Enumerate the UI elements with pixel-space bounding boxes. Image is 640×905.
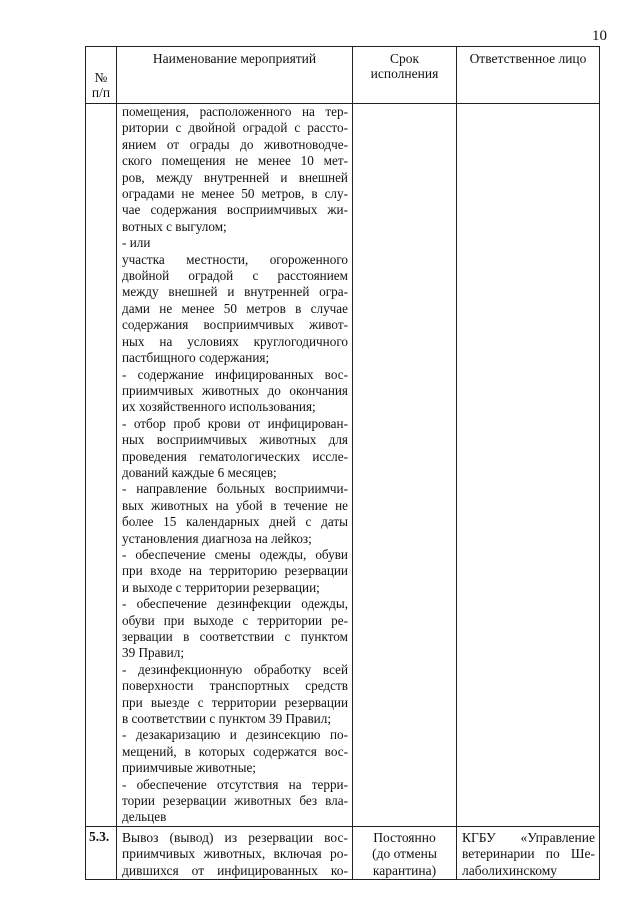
continuation-line: при выезде с территории резервации [122,694,348,710]
row-measure-line: Вывоз (вывод) из резервации вос- [122,829,348,845]
continuation-line: содержания восприимчивых живот- [122,317,348,333]
cell-number-empty [86,104,117,827]
header-deadline [353,47,457,104]
continuation-line: мещений, в которых содержатся вос- [122,743,348,759]
header-deadline-line2: исполнения [370,66,439,81]
continuation-line: дами не менее 50 метров в случае [122,300,348,316]
continuation-line: их хозяйственного использования; [122,399,316,415]
continuation-line: и выходе с территории резервации; [122,579,320,595]
continuation-line: между внешней и внутренней огра- [122,284,348,300]
cell-row-number: 5.3. [86,826,117,879]
cell-row-responsible [457,826,600,879]
continuation-line: - или [122,235,151,251]
page-number: 10 [592,28,607,44]
continuation-text-block [122,104,348,826]
continuation-line: - обеспечение смены одежды, обуви [122,546,348,562]
continuation-line: проведения гематологических иссле- [122,448,348,464]
cell-row-measure [117,826,353,879]
continuation-line: янием от ограды до животноводче- [122,136,348,152]
cell-row-deadline [353,826,457,879]
continuation-line: тории резервации животных без вла- [122,793,348,809]
continuation-line: - отбор проб крови от инфицирован- [122,415,348,431]
continuation-line: 39 Правил; [122,645,184,661]
continuation-line: помещения, расположенного на тер- [122,104,348,119]
continuation-line: ского помещения не менее 10 мет- [122,153,348,169]
continuation-line: дований каждые 6 месяцев; [122,464,277,480]
cell-term-empty [353,104,457,827]
continuation-line: при входе на территорию резервации [122,563,348,579]
header-number [86,47,117,104]
continuation-line: пастбищного содержания; [122,350,270,366]
continuation-line: поверхности транспортных средств [122,678,348,694]
row-responsible-line: ветеринарии по Ше- [462,846,595,862]
header-number-abbr: п/п [91,85,111,100]
continuation-line: приимчивых животных до окончания [122,382,348,398]
continuation-line: дельцев [122,809,167,825]
row-responsible-line: лаболихинскому [462,862,557,878]
continuation-line: - направление больных восприимчи- [122,481,348,497]
continuation-line: установления диагноза на лейкоз; [122,530,312,546]
row-responsible-line: КГБУ «Управление [462,829,595,845]
continuation-line: приимчивые животные; [122,760,256,776]
header-measure-name: Наименование мероприятий [117,47,353,104]
table-row-5-3 [86,826,600,879]
continuation-line: более 15 календарных дней с даты [122,514,348,530]
cell-continuation-text [117,104,353,827]
continuation-line: ных восприимчивых животных для [122,432,348,448]
continuation-line: - дезинфекционную обработку всей [122,661,348,677]
measures-table [85,46,600,880]
header-responsible: Ответственное лицо [457,47,600,104]
continuation-line: оградами не менее 50 метров, в слу- [122,186,348,202]
continuation-line: обуви при выходе с территории ре- [122,612,348,628]
continuation-line: вых животных на убой в течение не [122,497,348,513]
continuation-line: в соответствии с пунктом 39 Правил; [122,711,331,727]
continuation-line: участка местности, огороженного [122,251,348,267]
continuation-line: вотных с выгулом; [122,218,227,234]
table-row-continuation [86,104,600,827]
continuation-line: ров, между внутренней и внешней [122,169,348,185]
row-deadline-line: Постоянно [373,829,436,845]
continuation-line: - обеспечение отсутствия на терри- [122,776,348,792]
continuation-line: зервации в соответствии с пунктом [122,629,348,644]
continuation-line: - содержание инфицированных вос- [122,366,348,382]
continuation-line: чае содержания восприимчивых жи- [122,202,348,218]
cell-responsible-empty [457,104,600,827]
row-measure-line: дившихся от инфицированных ко- [122,862,348,878]
continuation-line: - дезакаризацию и дезинсекцию по- [122,727,348,743]
row-measure-line: приимчивых животных, включая ро- [122,846,348,862]
continuation-line: двойной оградой с расстоянием [122,268,348,284]
header-number-symbol: № [94,70,108,85]
continuation-line: ритории с двойной оградой с рассто- [122,120,348,136]
continuation-line: - обеспечение дезинфекции одежды, [122,596,348,612]
header-deadline-line1: Срок [389,51,420,66]
row-deadline-line: карантина) [372,862,437,878]
table-header-row [86,47,600,104]
row-deadline-line: (до отмены [372,846,437,862]
continuation-line: ных на условиях круглогодичного [122,333,348,349]
